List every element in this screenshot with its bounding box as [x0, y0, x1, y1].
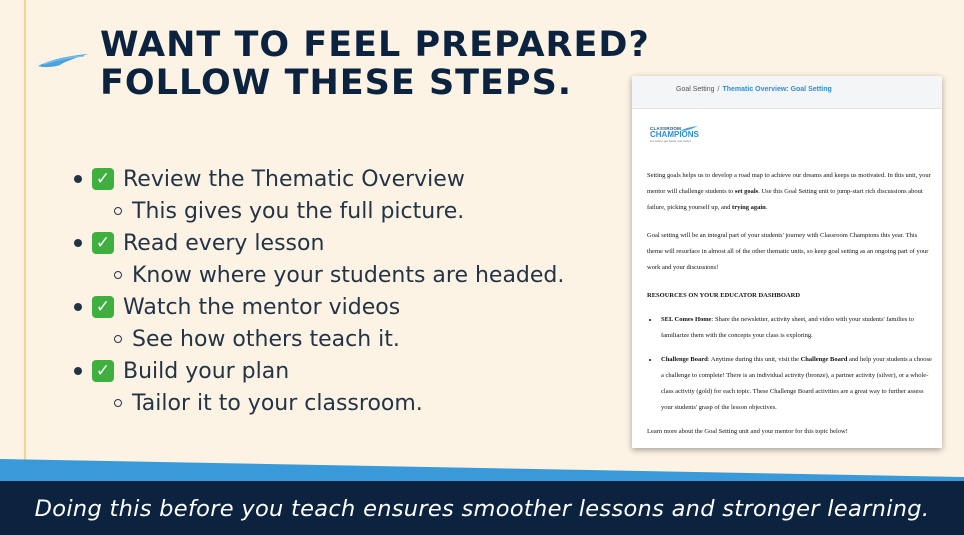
bullet	[74, 303, 82, 311]
document-body	[647, 168, 932, 448]
breadcrumb-item-goal-setting[interactable]: Goal Setting	[676, 86, 715, 93]
step-detail: See how others teach it.	[132, 326, 400, 352]
sub-bullet	[114, 271, 122, 279]
breadcrumb	[632, 76, 942, 109]
step-label: Review the Thematic Overview	[123, 166, 465, 192]
logo-swoosh-icon	[680, 126, 698, 132]
classroom-champions-logo	[650, 126, 710, 148]
breadcrumb-separator: /	[717, 86, 720, 93]
step-4-detail	[70, 387, 564, 419]
step-1	[70, 163, 564, 195]
sub-bullet	[114, 335, 122, 343]
step-3-detail	[70, 323, 564, 355]
bullet	[74, 175, 82, 183]
resource-item-challenge-board: • Challenge Board: Anytime during this unit, visit the Challenge Board and help your students a choose a challenge to complete! There is an individual activity (bronze), a partner activity (silver), or a whole-class activity (gold) for each topic. These Challenge Board activities are a great way to further assess your students' grasp of the lesson objectives.	[659, 352, 932, 416]
step-4	[70, 355, 564, 387]
step-3	[70, 291, 564, 323]
thematic-overview-screenshot	[632, 76, 942, 448]
step-2-detail	[70, 259, 564, 291]
logo-line-2: CHAMPIONS	[650, 130, 699, 139]
resources-list	[647, 312, 932, 416]
check-mark-icon: ✓	[92, 168, 114, 190]
footer-text: Doing this before you teach ensures smoother lessons and stronger learning.	[34, 496, 930, 522]
sub-bullet	[114, 207, 122, 215]
check-mark-icon: ✓	[92, 296, 114, 318]
bullet	[74, 239, 82, 247]
brush-stroke-icon	[36, 52, 90, 70]
intro-paragraph: Setting goals helps us to develop a road map to achieve our dreams and keeps us motivated. In this unit, your mentor will challenge students to set goals. Use this Goal Setting unit to jump-start rich discussions about failure, picking yourself up, and trying again.	[647, 172, 931, 211]
decorative-vertical-line	[24, 0, 26, 480]
check-mark-icon: ✓	[92, 232, 114, 254]
title-line-2: FOLLOW THESE STEPS.	[100, 63, 573, 103]
resource-item-sel-comes-home: • SEL Comes Home: Share the newsletter, activity sheet, and video with your students' families to familiarize them with the concepts your class is exploring.	[659, 312, 932, 344]
logo-tagline: live better get better and better	[650, 139, 691, 143]
closing-paragraph: Learn more about the Goal Setting unit and your mentor for this topic below!	[647, 428, 848, 435]
step-label: Watch the mentor videos	[123, 294, 401, 320]
step-label: Read every lesson	[123, 230, 325, 256]
title-line-1: WANT TO FEEL PREPARED?	[100, 25, 650, 65]
sub-bullet	[114, 399, 122, 407]
resources-heading: RESOURCES ON YOUR EDUCATOR DASHBOARD	[647, 292, 801, 299]
step-detail: Know where your students are headed.	[132, 262, 565, 288]
step-2	[70, 227, 564, 259]
logo-line-1: CLASSROOM	[650, 126, 682, 131]
footer-accent-band	[0, 459, 964, 483]
check-mark-icon: ✓	[92, 360, 114, 382]
second-paragraph: Goal setting will be an integral part of your students' journey with Classroom Champions this year. This theme will resurface in almost all of the other thematic units, so keep goal setting as an ongoing part of your work and your discussions!	[647, 232, 929, 271]
steps-list	[70, 163, 564, 419]
breadcrumb-current: Thematic Overview: Goal Setting	[722, 86, 832, 93]
bullet	[74, 367, 82, 375]
step-label: Build your plan	[123, 358, 290, 384]
step-detail: This gives you the full picture.	[132, 198, 465, 224]
step-detail: Tailor it to your classroom.	[132, 390, 423, 416]
step-1-detail	[70, 195, 564, 227]
page-title	[100, 26, 650, 102]
